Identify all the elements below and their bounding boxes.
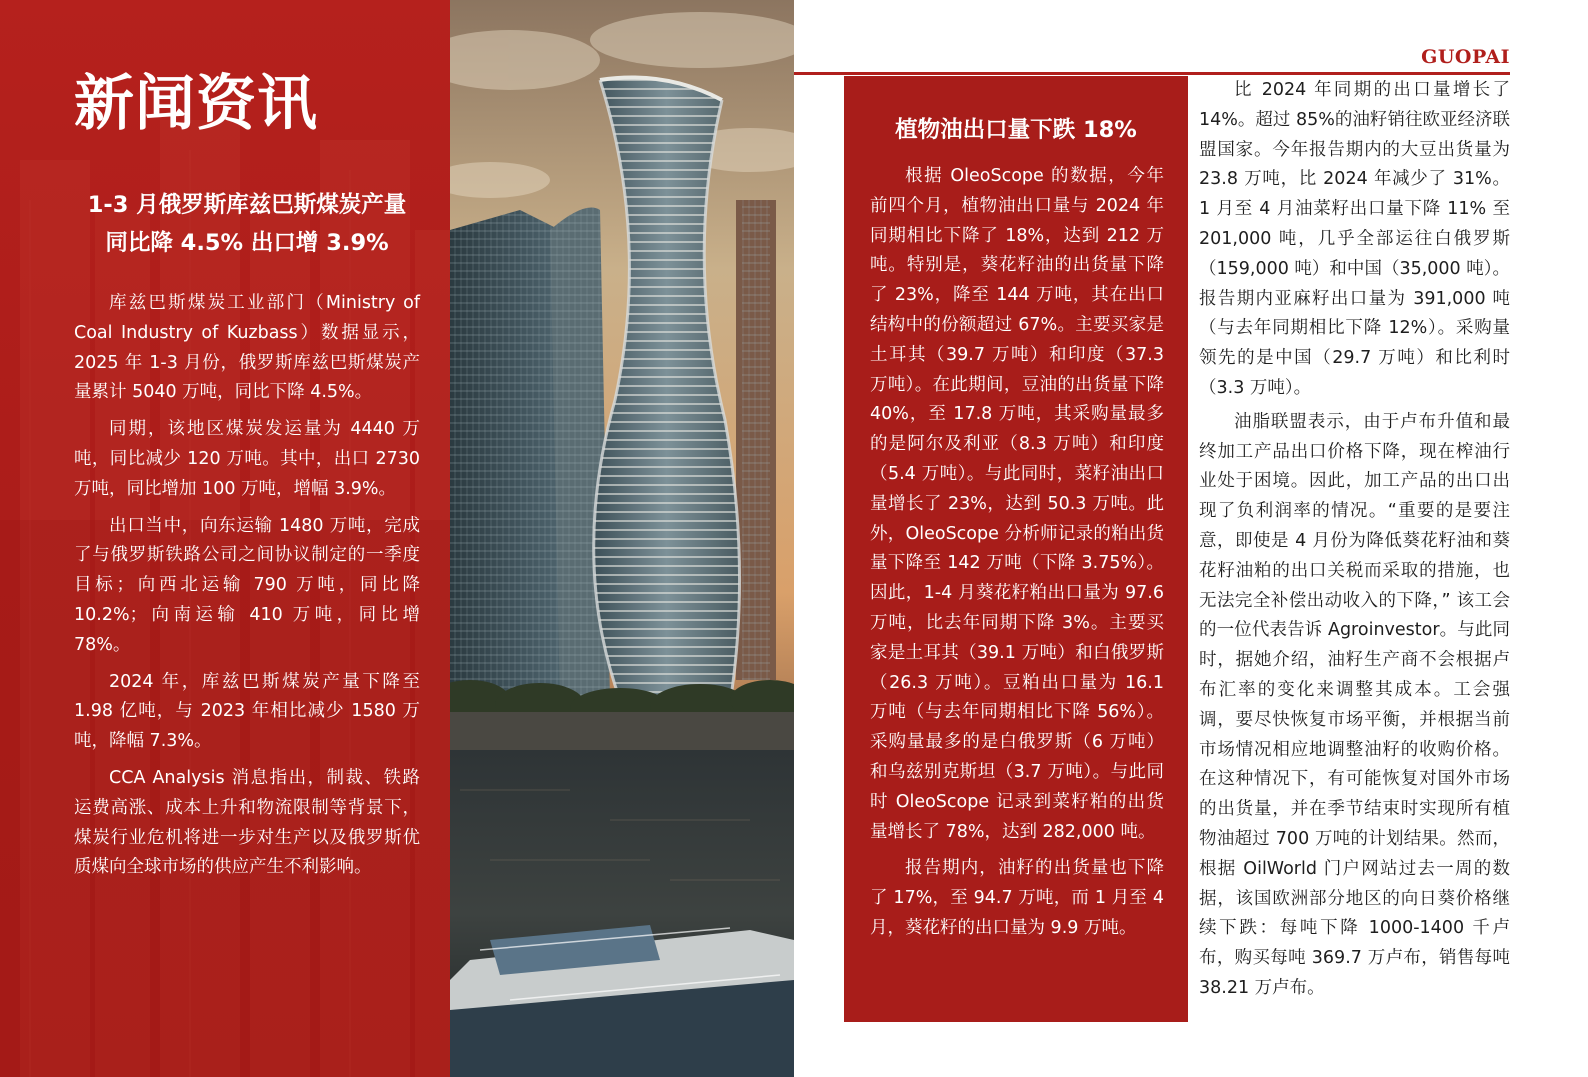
left-paragraph: 出口当中，向东运输 1480 万吨，完成了与俄罗斯铁路公司之间协议制定的一季度目标；向西北运输 790 万吨，同比降 10.2%；向南运输 410 万吨，同比增 78%。 [74,515,420,655]
left-article-headline [74,186,420,262]
section-title: 新闻资讯 [74,69,318,139]
vegetable-oil-article-box [844,76,1188,1022]
box-article-title: 植物油出口量下跌 18% [895,117,1137,143]
left-paragraph: CCA Analysis 消息指出，制裁、铁路运费高涨、成本上升和物流限制等背景下，煤炭行业危机将进一步对生产以及俄罗斯优质煤向全球市场的供应产生不利影响。 [74,767,420,878]
skyscraper-image [450,0,794,1077]
header-divider [794,72,1510,75]
right-paragraph: 油脂联盟表示，由于卢布升值和最终加工产品出口价格下降，现在榨油行业处于困境。因此，加工产品的出口出现了负利润率的情况。“重要的是要注意，即使是 4 月份为降低葵花籽油和葵花籽油粕的出口关税而采取的措施，也无法完全补偿出动收入的下降，” 该工会的一位代表告诉 Agroinvestor。与此同时，据她介绍，油籽生产商不会根据卢布汇率的变化来调整其成本。工会强调，要尽快恢复市场平衡，并根据当前市场情况相应地调整油籽的收购价格。在这种情况下，有可能恢复对国外市场的出货量，并在季节结束时实现所有植物油超过 700 万吨的计划结果。然而，根据 OilWorld 门户网站过去一周的数据，该国欧洲部分地区的向日葵价格继续下跌：每吨下降 1000-1400 千卢布，购买每吨 369.7 万卢布，销售每吨 38.21 万卢布。 [1199,411,1510,998]
left-news-panel [0,0,450,1077]
box-article-body [870,162,1164,951]
left-headline-line1: 1-3 月俄罗斯库兹巴斯煤炭产量 [87,192,407,218]
left-article-body [74,289,420,890]
left-paragraph: 同期，该地区煤炭发运量为 4440 万吨，同比减少 120 万吨。其中，出口 2730 万吨，同比增加 100 万吨，增幅 3.9%。 [74,419,420,499]
moscow-city-photo [450,0,794,1077]
left-headline-line2: 同比降 4.5% 出口增 3.9% [105,230,389,256]
right-paragraph-continuation: 比 2024 年同期的出口量增长了 14%。超过 85%的油籽销往欧亚经济联盟国家。今年报告期内的大豆出货量为 23.8 万吨，比 2024 年减少了 31%。1 月至 4 月油菜籽出口量下降 11% 至 201,000 吨，几乎全部运往白俄罗斯（159,000 吨）和中国（35,000 吨）。报告期内亚麻籽出口量为 391,000 吨（与去年同期相比下降 12%）。采购量领先的是中国（29.7 万吨）和比利时（3.3 万吨）。 [1199,80,1510,398]
brand-logo-text: GUOPAI [1421,46,1510,68]
box-paragraph: 根据 OleoScope 的数据，今年前四个月，植物油出口量与 2024 年同期相比下降了 18%，达到 212 万吨。特别是，葵花籽油的出货量下降了 23%，降至 144 万吨，其在出口结构中的份额超过 67%。主要买家是土耳其（39.7 万吨）和印度（37.3 万吨）。在此期间，豆油的出货量下降 40%，至 17.8 万吨，其采购量最多的是阿尔及利亚（8.3 万吨）和印度（5.4 万吨）。与此同时，菜籽油出口量增长了 23%，达到 50.3 万吨。此外，OleoScope 分析师记录的粕出货量下降至 142 万吨（下降 3.75%）。因此，1-4 月葵花籽粕出口量为 97.6 万吨，比去年同期下降 3%。主要买家是土耳其（39.1 万吨）和白俄罗斯（26.3 万吨）。豆粕出口量为 16.1 万吨（与去年同期相比下降 56%）。采购量最多的是白俄罗斯（6 万吨）和乌兹别克斯坦（3.7 万吨）。与此同时 OleoScope 记录到菜籽粕的出货量增长了 78%，达到 282,000 吨。 [870,166,1164,842]
left-paragraph: 库兹巴斯煤炭工业部门（Ministry of Coal Industry of Kuzbass）数据显示，2025 年 1-3 月份，俄罗斯库兹巴斯煤炭产量累计 5040 万吨，同比下降 4.5%。 [74,293,420,403]
right-article-column [1199,76,1510,1008]
box-paragraph: 报告期内，油籽的出货量也下降了 17%，至 94.7 万吨，而 1 月至 4 月，葵花籽的出口量为 9.9 万吨。 [870,858,1164,938]
left-paragraph: 2024 年，库兹巴斯煤炭产量下降至 1.98 亿吨，与 2023 年相比减少 1580 万吨，降幅 7.3%。 [74,671,420,752]
